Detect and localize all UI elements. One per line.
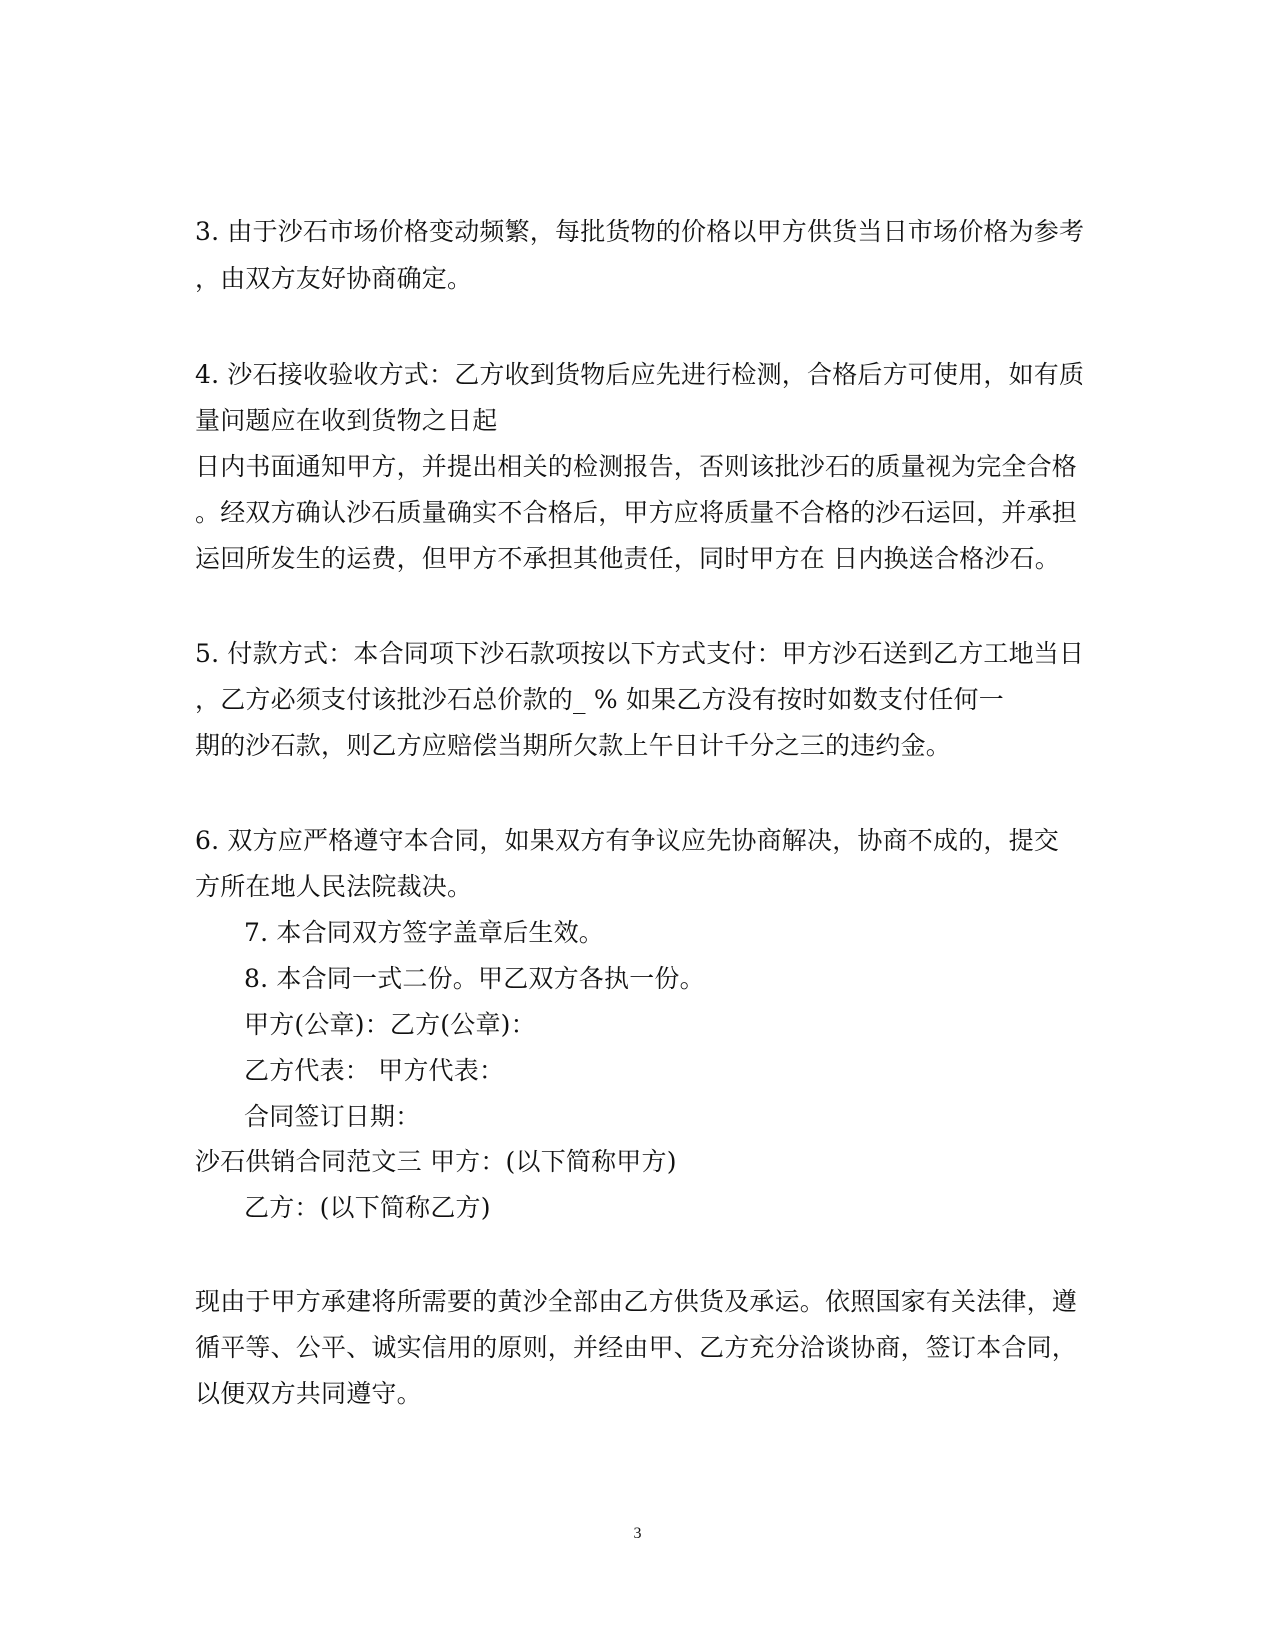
clause-3-line-2: ，由双方友好协商确定。 bbox=[195, 264, 473, 293]
clause-5-line-2: ，乙方必须支付该批沙石总价款的_ % 如果乙方没有按时如数支付任何一 bbox=[195, 685, 1004, 714]
party-b-line: 乙方：(以下简称乙方) bbox=[244, 1193, 491, 1222]
clause-8: 8. 本合同一式二份。甲乙双方各执一份。 bbox=[244, 964, 705, 993]
intro-line-3: 以便双方共同遵守。 bbox=[195, 1379, 422, 1408]
clause-6-line-1: 6. 双方应严格遵守本合同，如果双方有争议应先协商解决，协商不成的，提交 bbox=[195, 826, 1060, 855]
clause-4-line-3: 日内书面通知甲方，并提出相关的检测报告，否则该批沙石的质量视为完全合格 bbox=[195, 452, 1078, 481]
clause-4-line-5: 运回所发生的运费，但甲方不承担其他责任，同时甲方在 日内换送合格沙石。 bbox=[195, 544, 1060, 573]
intro-line-1: 现由于甲方承建将所需要的黄沙全部由乙方供货及承运。依照国家有关法律，遵 bbox=[195, 1287, 1078, 1316]
clause-3-line-1: 3. 由于沙石市场价格变动频繁，每批货物的价格以甲方供货当日市场价格为参考 bbox=[195, 217, 1085, 246]
seal-line: 甲方(公章)：乙方(公章)： bbox=[244, 1010, 536, 1039]
clause-4-line-2: 量问题应在收到货物之日起 bbox=[195, 406, 498, 435]
clause-4-line-4: 。经双方确认沙石质量确实不合格后，甲方应将质量不合格的沙石运回，并承担 bbox=[195, 498, 1078, 527]
clause-4-line-1: 4. 沙石接收验收方式：乙方收到货物后应先进行检测，合格后方可使用，如有质 bbox=[195, 360, 1085, 389]
clause-5-line-3: 期的沙石款，则乙方应赔偿当期所欠款上午日计千分之三的违约金。 bbox=[195, 731, 952, 760]
signing-date-line: 合同签订日期： bbox=[244, 1102, 421, 1131]
page-number: 3 bbox=[633, 1525, 642, 1542]
section-title-line: 沙石供销合同范文三 甲方：(以下简称甲方) bbox=[195, 1147, 677, 1176]
intro-line-2: 循平等、公平、诚实信用的原则，并经由甲、乙方充分洽谈协商，签订本合同， bbox=[195, 1333, 1078, 1362]
representative-line: 乙方代表： 甲方代表： bbox=[244, 1056, 505, 1085]
clause-5-line-1: 5. 付款方式：本合同项下沙石款项按以下方式支付：甲方沙石送到乙方工地当日 bbox=[195, 639, 1085, 668]
clause-7: 7. 本合同双方签字盖章后生效。 bbox=[244, 918, 605, 947]
clause-6-line-2: 方所在地人民法院裁决。 bbox=[195, 872, 473, 901]
